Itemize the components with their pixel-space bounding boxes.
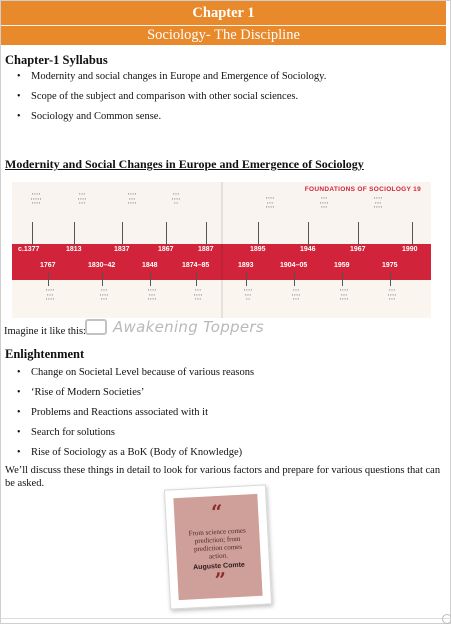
watermark-text: Awakening Toppers: [113, 318, 264, 336]
timeline-tick: [412, 222, 413, 248]
timeline-year: 1990: [402, 246, 418, 253]
timeline-caption: ▪ ▪ ▪ ▪ ▪ ▪ ▪ ▪ ▪ ▪ ▪: [339, 288, 349, 301]
page-footer-line: [1, 618, 451, 619]
timeline-year: 1946: [300, 246, 316, 253]
timeline-year: c.1377: [18, 246, 40, 253]
timeline-caption: ▪ ▪ ▪ ▪ ▪ ▪ ▪ ▪ ▪ ▪: [319, 196, 329, 209]
page-corner-icon: [442, 614, 451, 624]
timeline-caption: ▪ ▪ ▪ ▪ ▪ ▪ ▪ ▪ ▪ ▪ ▪: [373, 196, 383, 209]
timeline-caption: ▪ ▪ ▪ ▪ ▪ ▪ ▪ ▪ ▪: [171, 192, 181, 205]
timeline-tick: [308, 222, 309, 248]
timeline-tick: [258, 222, 259, 248]
chapter-number: Chapter 1: [192, 5, 255, 21]
timeline-year: 1867: [158, 246, 174, 253]
timeline-caption: ▪ ▪ ▪ ▪ ▪ ▪ ▪ ▪ ▪ ▪: [291, 288, 301, 301]
timeline-caption: ▪ ▪ ▪ ▪ ▪ ▪ ▪ ▪ ▪ ▪: [387, 288, 397, 301]
watermark-logo-icon: [85, 319, 107, 335]
timeline-year: 1975: [382, 262, 398, 269]
watermark: [85, 317, 264, 337]
syllabus-heading: Chapter-1 Syllabus: [5, 53, 108, 67]
syllabus-list: [1, 67, 326, 127]
timeline-year: 1893: [238, 262, 254, 269]
timeline-year: 1887: [198, 246, 214, 253]
timeline-caption: ▪ ▪ ▪ ▪ ▪ ▪ ▪ ▪ ▪ ▪: [99, 288, 109, 301]
timeline-caption: ▪ ▪ ▪ ▪ ▪ ▪ ▪ ▪ ▪ ▪: [193, 288, 203, 301]
enlightenment-item: • Search for solutions: [1, 423, 254, 443]
enlightenment-item: • ‘Rise of Modern Societies’: [1, 383, 254, 403]
timeline-caption: ▪ ▪ ▪ ▪ ▪ ▪ ▪ ▪ ▪ ▪ ▪: [265, 196, 275, 209]
imagine-caption: Imagine it like this:: [4, 326, 86, 337]
timeline-tick: [102, 272, 103, 286]
timeline-tick: [246, 272, 247, 286]
open-quote-icon: “: [210, 499, 224, 525]
timeline-tick: [166, 222, 167, 248]
quote-card-background: [173, 494, 262, 600]
timeline-year: 1959: [334, 262, 350, 269]
timeline-year: 1967: [350, 246, 366, 253]
header-divider: [1, 25, 446, 26]
syllabus-item: • Modernity and social changes in Europe and Emergence of Sociology.: [1, 67, 326, 87]
timeline-tick: [390, 272, 391, 286]
timeline-year: 1830–42: [88, 262, 116, 269]
timeline-caption: ▪ ▪ ▪ ▪ ▪ ▪ ▪ ▪ ▪ ▪: [77, 192, 87, 205]
timeline-caption: ▪ ▪ ▪ ▪ ▪ ▪ ▪ ▪ ▪ ▪ ▪: [147, 288, 157, 301]
enlightenment-item: • Change on Societal Level because of various reasons: [1, 363, 254, 383]
chapter-title: Sociology- The Discipline: [147, 27, 300, 43]
timeline-year: 1767: [40, 262, 56, 269]
timeline-caption: ▪ ▪ ▪ ▪ ▪ ▪ ▪ ▪ ▪: [243, 288, 253, 301]
enlightenment-list: [1, 363, 254, 463]
timeline-year: 1848: [142, 262, 158, 269]
timeline-year: 1837: [114, 246, 130, 253]
quote-text: From science comes prediction; from prediction comes action.: [188, 526, 246, 561]
timeline-year: 1874–85: [182, 262, 210, 269]
timeline-caption: ▪ ▪ ▪ ▪ ▪ ▪ ▪ ▪ ▪ ▪ ▪ ▪ ▪: [30, 192, 42, 205]
timeline-tick: [122, 222, 123, 248]
timeline-tick: [48, 272, 49, 286]
timeline-caption: ▪ ▪ ▪ ▪ ▪ ▪ ▪ ▪ ▪ ▪ ▪: [45, 288, 55, 301]
section-heading: Modernity and Social Changes in Europe and Emergence of Sociology: [5, 157, 364, 171]
timeline-tick: [294, 272, 295, 286]
timeline-tick: [150, 272, 151, 286]
timeline-year: 1813: [66, 246, 82, 253]
timeline-title: FOUNDATIONS OF SOCIOLOGY 19: [304, 186, 421, 193]
book-fold: [221, 182, 223, 318]
timeline-tick: [74, 222, 75, 248]
enlightenment-heading: Enlightenment: [5, 347, 85, 361]
quote-author: Auguste Comte: [192, 561, 246, 572]
close-quote-icon: ”: [214, 567, 227, 593]
syllabus-item: • Scope of the subject and comparison with other social sciences.: [1, 87, 326, 107]
timeline-tick: [342, 272, 343, 286]
syllabus-item: • Sociology and Common sense.: [1, 107, 326, 127]
timeline-tick: [32, 222, 33, 248]
timeline-year: 1895: [250, 246, 266, 253]
body-paragraph: We’ll discuss these things in detail to look for various factors and prepare for various questions that can be asked.: [5, 465, 441, 489]
timeline-tick: [206, 222, 207, 248]
timeline-image: [12, 182, 431, 318]
timeline-tick: [358, 222, 359, 248]
timeline-tick: [196, 272, 197, 286]
quote-card-image: [164, 484, 272, 609]
timeline-caption: ▪ ▪ ▪ ▪ ▪ ▪ ▪ ▪ ▪ ▪ ▪: [127, 192, 137, 205]
chapter-header: [1, 1, 446, 45]
timeline-year: 1904–05: [280, 262, 308, 269]
enlightenment-item: • Problems and Reactions associated with it: [1, 403, 254, 423]
enlightenment-item: • Rise of Sociology as a BoK (Body of Knowledge): [1, 443, 254, 463]
